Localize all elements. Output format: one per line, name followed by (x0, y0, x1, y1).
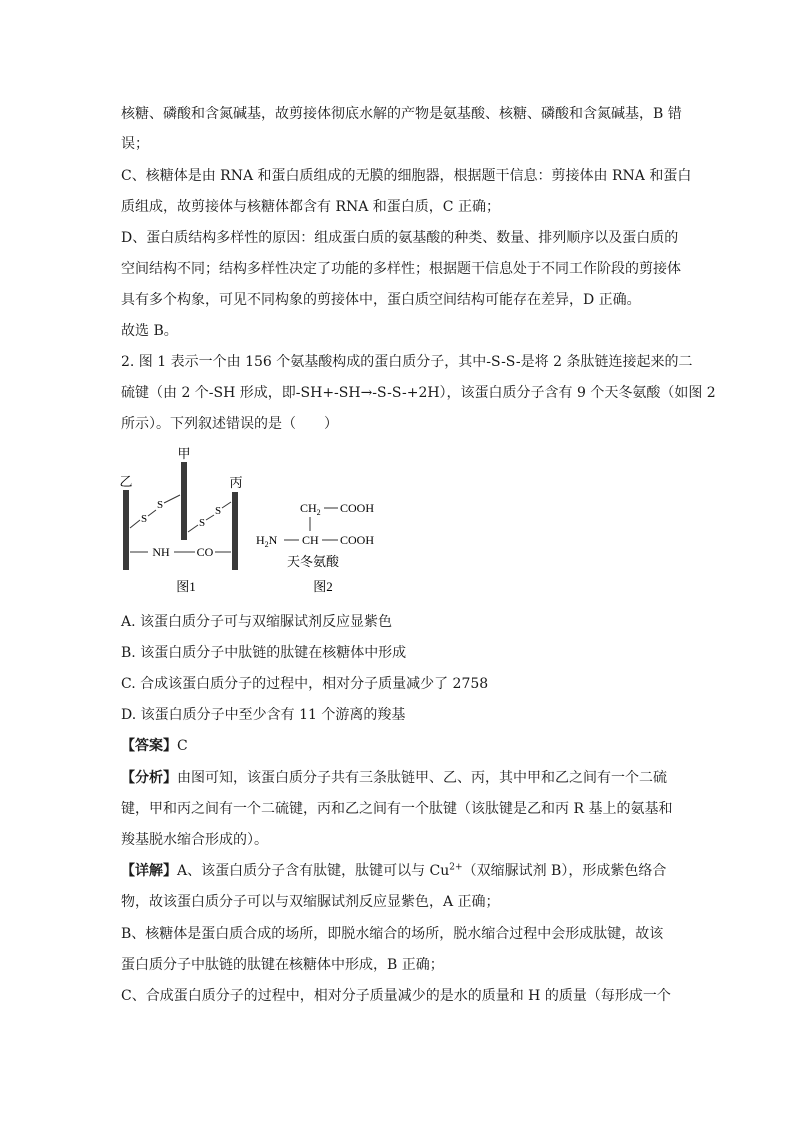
cooh-top: COOH (340, 501, 375, 515)
detail-line: B、核糖体是蛋白质合成的场所，即脱水缩合的场所，脱水缩合过程中会形成肽键，故该 (121, 926, 664, 942)
analysis-tag: 【分析】 (121, 770, 177, 786)
ch2-group: $CH_2$ (300, 501, 321, 517)
chain-bing-bar (232, 492, 238, 570)
figure-svg (118, 446, 398, 598)
chain-yi-bar (123, 490, 129, 570)
bond-line (206, 515, 214, 520)
analysis-line: 键，甲和丙之间有一个二硫键，丙和乙之间有一个肽键（该肽键是乙和丙 R 基上的氨基和 (121, 801, 673, 817)
h2n-group: $H_2N$ (256, 533, 278, 549)
amino-acid-name: 天冬氨酸 (286, 554, 340, 569)
text-line: 误； (121, 136, 149, 152)
answer-value: C (177, 738, 188, 754)
answer-line (121, 736, 188, 756)
label-jia: 甲 (177, 446, 191, 461)
label-yi: 乙 (119, 474, 133, 489)
answer-tag: 【答案】 (121, 738, 177, 754)
text-line: 具有多个构象，可见不同构象的剪接体中，蛋白质空间结构可能存在差异，D 正确。 (121, 292, 641, 308)
text-line: 故选 B。 (121, 323, 178, 339)
bond-line (130, 520, 140, 528)
text-line: 核糖、磷酸和含氮碱基，故剪接体彻底水解的产物是氨基酸、核糖、磷酸和含氮碱基，B 错 (121, 106, 682, 122)
option-a: A. 该蛋白质分子可与双缩脲试剂反应显紫色 (121, 614, 393, 630)
text-line: 空间结构不同；结构多样性决定了功能的多样性；根据题干信息处于不同工作阶段的剪接体 (121, 261, 681, 277)
ch-group: CH (302, 533, 319, 547)
bond-line (164, 495, 180, 503)
text-line: 质组成，故剪接体与核糖体都含有 RNA 和蛋白质，C 正确； (121, 199, 500, 215)
option-b: B. 该蛋白质分子中肽链的肽键在核糖体中形成 (121, 645, 407, 661)
option-d: D. 该蛋白质分子中至少含有 11 个游离的羧基 (121, 707, 406, 723)
sulfur-atom: S (156, 499, 164, 511)
sulfur-atom: S (198, 517, 206, 529)
detail-line: 【详解】A、该蛋白质分子含有肽键，肽键可以与 $Cu^{2+}$（双缩脲试剂 B），形成紫色络合 (121, 862, 667, 879)
sulfur-atom: S (214, 505, 222, 517)
question-line: 2. 图 1 表示一个由 156 个氨基酸构成的蛋白质分子，其中-S-S-是将 2 条肽链连接起来的二 (121, 354, 693, 370)
co-label: CO (196, 545, 214, 559)
analysis-line: 【分析】由图可知，该蛋白质分子共有三条肽链甲、乙、丙，其中甲和乙之间有一个二硫 (121, 770, 667, 786)
fig1-caption: 图1 (176, 579, 196, 594)
question-line: 硫键（由 2 个-SH 形成，即-SH+-SH→-S-S-+2H），该蛋白质分子含有 9 个天冬氨酸（如图 2 (121, 385, 716, 401)
bond-line (222, 502, 231, 508)
chain-jia-bar (181, 462, 187, 540)
detail-tag: 【详解】 (121, 863, 177, 879)
bond-line (188, 525, 198, 532)
text-line: D、蛋白质结构多样性的原因：组成蛋白质的氨基酸的种类、数量、排列顺序以及蛋白质的 (121, 230, 679, 246)
protein-figure (118, 446, 398, 598)
nh-label: NH (152, 545, 170, 559)
cooh-bottom: COOH (340, 533, 375, 547)
question-line: 所示）。下列叙述错误的是（ ） (121, 416, 338, 432)
detail-line: 蛋白质分子中肽链的肽键在核糖体中形成，B 正确； (121, 957, 444, 973)
bond-line (148, 510, 156, 516)
fig2-caption: 图2 (313, 579, 333, 594)
analysis-line: 羧基脱水缩合形成的）。 (121, 832, 268, 848)
label-bing: 丙 (229, 475, 243, 490)
detail-line: C、合成蛋白质分子的过程中，相对分子质量减少的是水的质量和 H 的质量（每形成一个 (121, 988, 671, 1004)
option-c: C. 合成该蛋白质分子的过程中，相对分子质量减少了 2758 (121, 676, 489, 692)
detail-line: 物，故该蛋白质分子可以与双缩脲试剂反应显紫色，A 正确； (121, 894, 500, 910)
sulfur-atom: S (140, 513, 148, 525)
text-line: C、核糖体是由 RNA 和蛋白质组成的无膜的细胞器，根据题干信息：剪接体由 RNA 和蛋白 (121, 168, 692, 184)
